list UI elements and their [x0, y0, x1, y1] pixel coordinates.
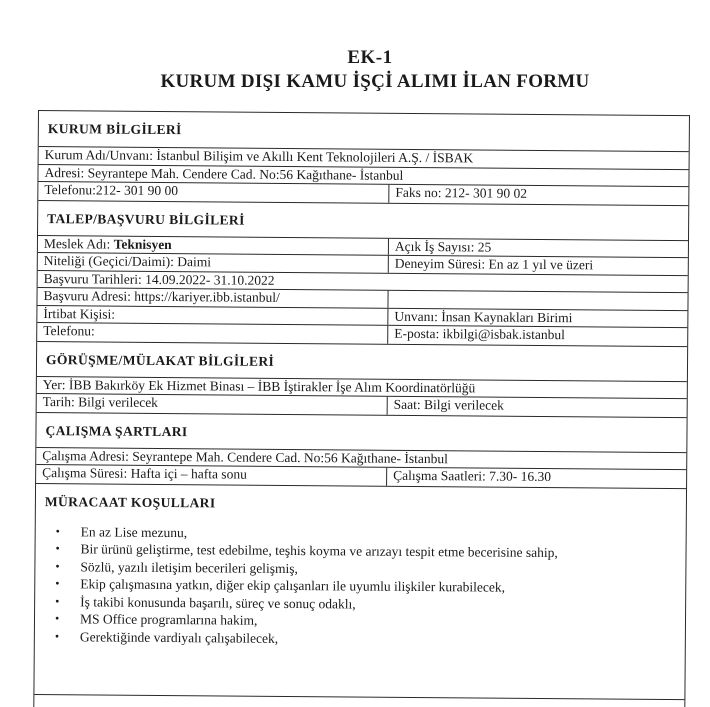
form-title: KURUM DIŞI KAMU İŞÇİ ALIMI İLAN FORMU	[160, 71, 590, 92]
annex-label: EK-1	[347, 47, 393, 68]
work-address: Çalışma Adresi: Seyrantepe Mah. Cendere Cad. No:56 Kağıthane- İstanbul	[42, 447, 448, 466]
url-spacer	[388, 291, 687, 310]
bullet-icon: •	[55, 593, 60, 608]
bullet-icon: •	[55, 576, 60, 591]
section-interview-heading: GÖRÜŞME/MÜLAKAT BİLGİLERİ	[37, 341, 687, 382]
requirement-text: En az Lise mezunu,	[80, 523, 188, 540]
requirement-text: Gerektiğinde vardiyalı çalışabilecek,	[79, 628, 279, 646]
requirement-text: Sözlü, yazılı iletişim becerileri gelişmiş,	[80, 558, 298, 576]
section-requirements-heading: MÜRACAAT KOŞULLARI	[36, 482, 686, 521]
institution-address: Adresi: Seyrantepe Mah. Cendere Cad. No:56 Kağıthane- İstanbul	[44, 164, 404, 183]
requirement-text: İş takibi konusunda başarılı, süreç ve sonuç odaklı,	[80, 593, 356, 612]
requirement-text: Ekip çalışmasına yatkın, diğer ekip çalışanları ile uyumlu ilişkiler kurabilecek,	[80, 576, 506, 595]
requirement-text: MS Office programlarına hakim,	[79, 611, 258, 628]
bullet-icon: •	[55, 523, 60, 538]
work-duration: Çalışma Süresi: Hafta içi – hafta sonu	[36, 465, 387, 485]
list-item	[55, 628, 685, 650]
announcement-form	[33, 110, 690, 707]
institution-phone: Telefonu:212- 301 90 00	[38, 182, 389, 202]
contact-title: Unvanı: İnsan Kaynakları Birimi	[394, 308, 573, 325]
contact-email: E-posta: ikbilgi@isbak.istanbul	[394, 325, 565, 343]
section-work-heading: ÇALIŞMA ŞARTLARI	[36, 411, 686, 452]
institution-fax: Faks no: 212- 301 90 02	[395, 184, 528, 201]
contact-person: İrtibat Kişisi:	[37, 306, 388, 325]
bottom-divider	[34, 694, 684, 700]
section-institution-heading: KURUM BİLGİLERİ	[39, 111, 689, 152]
bullet-icon: •	[54, 611, 60, 626]
application-dates: Başvuru Tarihleri: 14.09.2022- 31.10.2022	[43, 270, 275, 288]
position-nature: Niteliği (Geçici/Daimi): Daimi	[38, 253, 389, 272]
work-hours: Çalışma Saatleri: 7.30- 16.30	[393, 467, 552, 485]
experience-duration: Deneyim Süresi: En az 1 yıl ve üzeri	[394, 255, 594, 273]
interview-time: Saat: Bilgi verilecek	[393, 396, 504, 413]
profession-value: Teknisyen	[113, 236, 172, 252]
section-application-heading: TALEP/BAŞVURU BİLGİLERİ	[38, 200, 688, 241]
application-url: Başvuru Adresi: https://kariyer.ibb.istanbul/	[37, 288, 388, 307]
bullet-icon: •	[55, 558, 60, 573]
interview-date: Tarih: Bilgi verilecek	[37, 394, 388, 414]
bullet-icon: •	[54, 628, 60, 643]
profession-label: Meslek Adı:	[43, 235, 114, 252]
institution-name: Kurum Adı/Unvanı: İstanbul Bilişim ve Akıllı Kent Teknolojileri A.Ş. / İSBAK	[44, 147, 474, 166]
interview-place: Yer: İBB Bakırköy Ek Hizmet Binası – İBB İştirakler İşe Alım Koordinatörlüğü	[42, 376, 476, 395]
open-positions: Açık İş Sayısı: 25	[394, 238, 492, 255]
bullet-icon: •	[55, 541, 60, 556]
requirements-list	[35, 516, 686, 650]
contact-phone: Telefonu:	[37, 323, 388, 343]
title-block	[0, 46, 710, 94]
profession	[38, 236, 389, 255]
requirement-text: Bir ürünü geliştirme, test edebilme, teşhis koyma ve arızayı tespit etme becerisine sahip,	[80, 541, 558, 561]
